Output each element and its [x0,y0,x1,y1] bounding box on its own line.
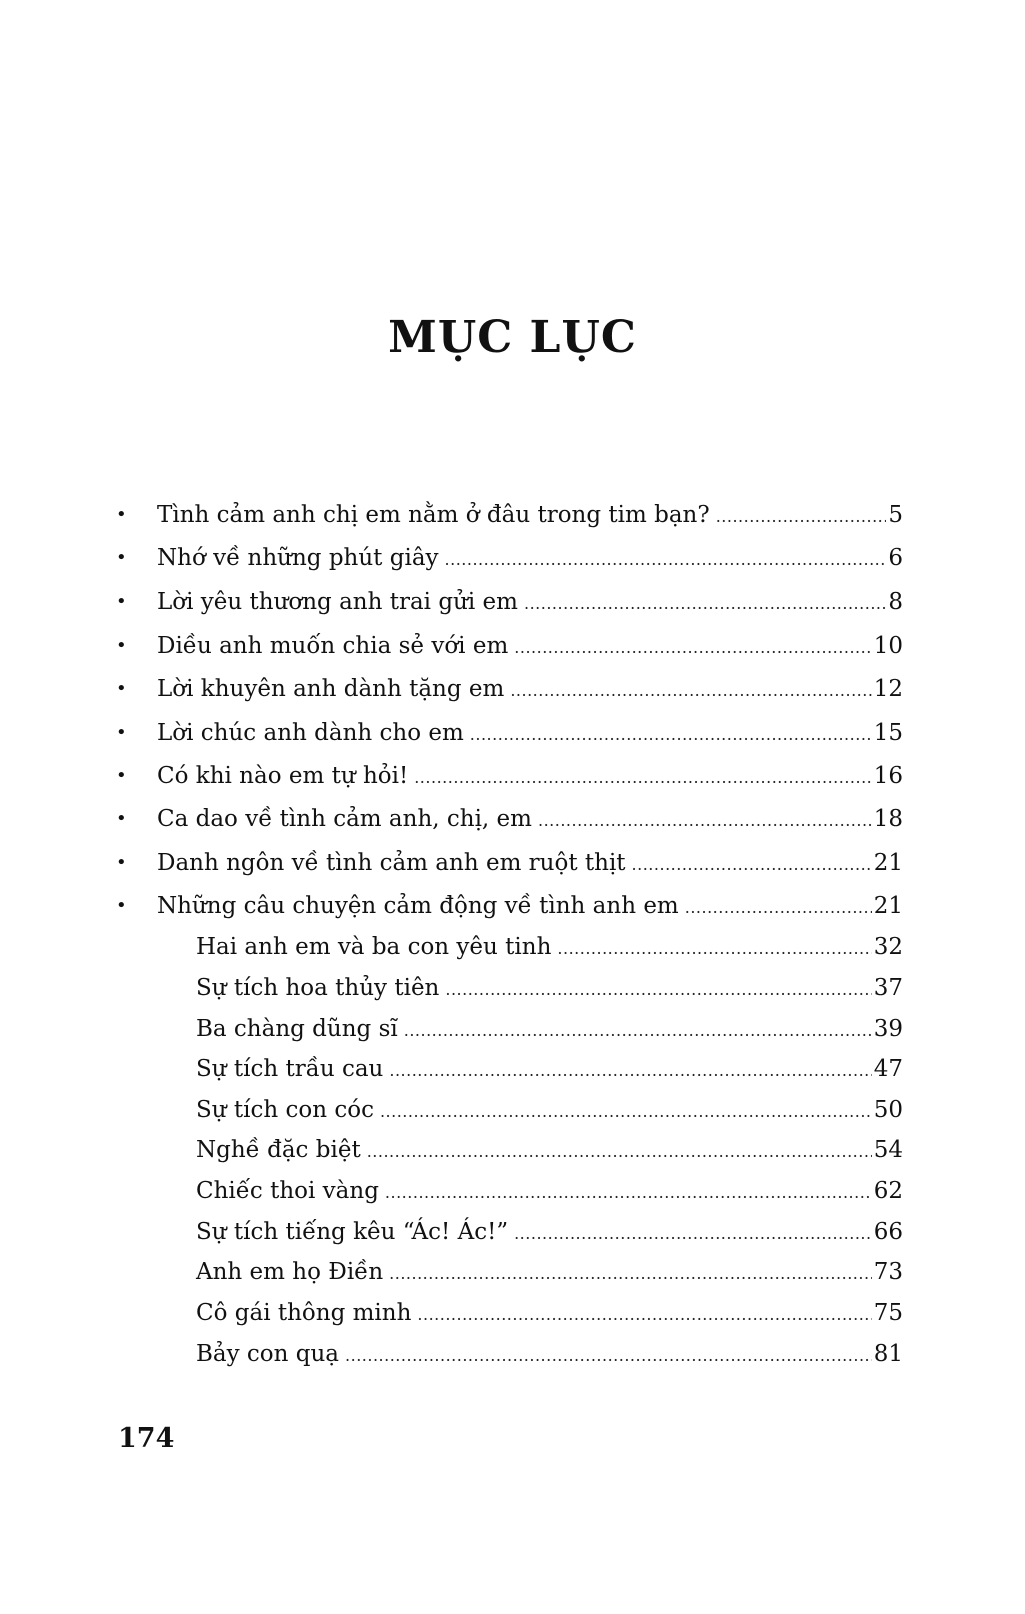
dot-leader [538,806,872,836]
bullet-icon: • [116,547,127,568]
toc-entry-title: Diều anh muốn chia sẻ với em [157,633,509,659]
toc-entry-page: 21 [873,893,903,919]
toc-entry[interactable] [116,761,903,793]
dot-leader [514,1219,872,1249]
toc-entry-page: 37 [873,975,903,1001]
toc-entry-page: 12 [873,676,903,702]
toc-entry-page: 6 [888,545,903,571]
toc-entry-title: Sự tích trầu cau [196,1056,384,1082]
toc-entry-title: Lời chúc anh dành cho em [157,720,464,746]
toc-entry[interactable] [116,804,903,836]
toc-entry-page: 75 [873,1300,903,1326]
dot-leader [632,850,872,880]
bullet-icon: • [116,895,127,916]
toc-entry-page: 15 [873,720,903,746]
toc-sub-entry[interactable] [196,1176,903,1208]
bullet-icon: • [116,722,127,743]
toc-entry[interactable] [116,674,903,706]
toc-sub-entry[interactable] [196,973,903,1005]
dot-leader [716,502,887,532]
toc-entry-page: 5 [888,502,903,528]
toc-entry[interactable] [116,631,903,663]
toc-entry-title: Sự tích tiếng kêu “Ác! Ác!” [196,1219,509,1245]
toc-entry-title: Ca dao về tình cảm anh, chị, em [157,806,532,832]
toc-entry-title: Cô gái thông minh [196,1300,412,1326]
dot-leader [417,1300,871,1330]
toc-entry-page: 10 [873,633,903,659]
toc-sub-entry[interactable] [196,1054,903,1086]
toc-entry[interactable] [116,500,903,532]
bullet-icon: • [116,852,127,873]
toc-entry-title: Nghề đặc biệt [196,1137,361,1163]
toc-entry[interactable] [116,587,903,619]
toc-entry-page: 8 [888,589,903,615]
dot-leader [389,1259,872,1289]
toc-entry-title: Nhớ về những phút giây [157,545,439,571]
toc-entry-page: 16 [873,763,903,789]
toc-entry-title: Sự tích hoa thủy tiên [196,975,440,1001]
dot-leader [524,589,886,619]
bullet-icon: • [116,765,127,786]
dot-leader [367,1137,872,1167]
toc-sub-entry[interactable] [196,1135,903,1167]
toc-entry-title: Ba chàng dũng sĩ [196,1016,398,1042]
toc-sub-entry[interactable] [196,1014,903,1046]
page-number: 174 [118,1423,175,1454]
dot-leader [385,1178,872,1208]
toc-entry-page: 73 [873,1259,903,1285]
toc-entry[interactable] [116,848,903,880]
toc-entry-page: 50 [873,1097,903,1123]
dot-leader [345,1341,872,1371]
dot-leader [389,1056,871,1086]
toc-entry-page: 66 [873,1219,903,1245]
toc-entry[interactable] [116,718,903,750]
toc-entry-page: 62 [873,1178,903,1204]
dot-leader [685,893,872,923]
toc-entry-title: Anh em họ Điền [196,1259,384,1285]
dot-leader [404,1016,872,1046]
bullet-icon: • [116,808,127,829]
toc-entry-page: 32 [873,934,903,960]
toc-sub-entry[interactable] [196,1095,903,1127]
toc-entry-title: Hai anh em và ba con yêu tinh [196,934,552,960]
dot-leader [510,676,871,706]
page-title: MỤC LỤC [388,312,637,363]
toc-entry[interactable] [116,891,903,923]
toc-entry-title: Có khi nào em tự hỏi! [157,763,409,789]
bullet-icon: • [116,504,127,525]
dot-leader [557,934,871,964]
toc-entry-title: Sự tích con cóc [196,1097,374,1123]
toc-entry-page: 18 [873,806,903,832]
bullet-icon: • [116,678,127,699]
dot-leader [470,720,872,750]
dot-leader [445,545,887,575]
toc-entry-page: 21 [873,850,903,876]
toc-entry-title: Chiếc thoi vàng [196,1178,379,1204]
toc-entry-page: 39 [873,1016,903,1042]
toc-sub-entry[interactable] [196,1298,903,1330]
bullet-icon: • [116,591,127,612]
toc-sub-entry[interactable] [196,932,903,964]
dot-leader [514,633,871,663]
toc-entry-page: 47 [873,1056,903,1082]
toc-sub-entry[interactable] [196,1257,903,1289]
dot-leader [445,975,871,1005]
toc-sub-entry[interactable] [196,1339,903,1371]
toc-entry-title: Danh ngôn về tình cảm anh em ruột thịt [157,850,626,876]
toc-entry-title: Những câu chuyện cảm động về tình anh em [157,893,679,919]
toc-entry-page: 81 [873,1341,903,1367]
toc-entry-page: 54 [873,1137,903,1163]
toc-entry-title: Tình cảm anh chị em nằm ở đâu trong tim bạn? [157,502,710,528]
toc-entry-title: Bảy con quạ [196,1341,340,1367]
dot-leader [414,763,872,793]
toc-entry[interactable] [116,543,903,575]
bullet-icon: • [116,635,127,656]
toc-sub-entry[interactable] [196,1217,903,1249]
dot-leader [380,1097,872,1127]
toc-entry-title: Lời khuyên anh dành tặng em [157,676,505,702]
toc-entry-title: Lời yêu thương anh trai gửi em [157,589,518,615]
